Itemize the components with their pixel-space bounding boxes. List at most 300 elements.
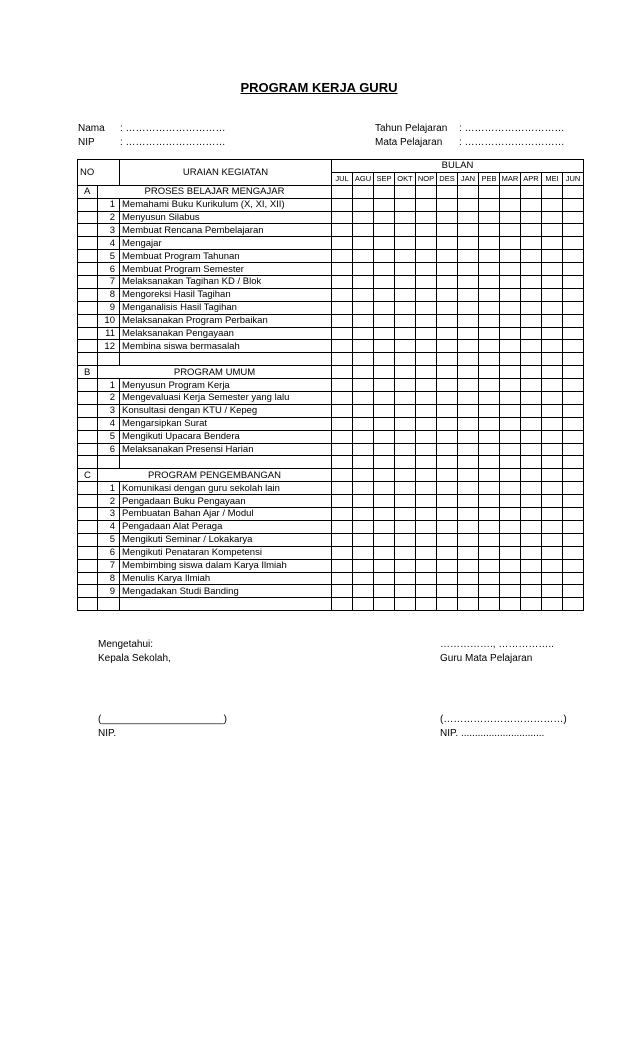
item-number: 5: [98, 430, 120, 443]
month-cell: [353, 417, 374, 430]
month-cell: [500, 314, 521, 327]
month-cell: [332, 327, 353, 340]
blank-cell: [78, 314, 98, 327]
month-cell: [332, 495, 353, 508]
month-cell: [353, 456, 374, 469]
month-header: JAN: [458, 172, 479, 185]
month-cell: [458, 533, 479, 546]
month-cell: [563, 533, 584, 546]
section-title: PROGRAM UMUM: [98, 366, 332, 379]
month-cell: [563, 598, 584, 611]
blank-cell: [78, 520, 98, 533]
header-row-tahun: [375, 122, 565, 136]
month-cell: [479, 185, 500, 198]
blank-cell: [120, 353, 332, 366]
month-cell: [416, 211, 437, 224]
month-cell: [416, 546, 437, 559]
month-cell: [416, 417, 437, 430]
section-row: [78, 185, 584, 198]
blank-cell: [98, 353, 120, 366]
month-cell: [458, 430, 479, 443]
month-cell: [374, 366, 395, 379]
month-cell: [332, 198, 353, 211]
month-header: MAR: [500, 172, 521, 185]
month-cell: [521, 237, 542, 250]
month-cell: [374, 443, 395, 456]
table-row: [78, 392, 584, 405]
month-cell: [458, 585, 479, 598]
month-cell: [458, 224, 479, 237]
month-cell: [542, 430, 563, 443]
item-number: 5: [98, 250, 120, 263]
month-cell: [395, 417, 416, 430]
month-cell: [521, 469, 542, 482]
month-cell: [458, 456, 479, 469]
month-cell: [437, 392, 458, 405]
month-cell: [563, 482, 584, 495]
section-letter: A: [78, 185, 98, 198]
month-cell: [563, 185, 584, 198]
month-cell: [500, 404, 521, 417]
month-cell: [332, 559, 353, 572]
month-cell: [437, 211, 458, 224]
table-row: [78, 224, 584, 237]
month-cell: [332, 482, 353, 495]
month-cell: [500, 211, 521, 224]
blank-cell: [78, 482, 98, 495]
table-row: [78, 314, 584, 327]
month-cell: [353, 392, 374, 405]
month-cell: [458, 198, 479, 211]
month-cell: [479, 430, 500, 443]
month-cell: [416, 224, 437, 237]
month-cell: [563, 276, 584, 289]
table-row: [78, 276, 584, 289]
blank-cell: [78, 495, 98, 508]
month-cell: [353, 327, 374, 340]
month-cell: [500, 520, 521, 533]
month-cell: [479, 469, 500, 482]
month-cell: [521, 598, 542, 611]
month-cell: [353, 224, 374, 237]
month-cell: [437, 301, 458, 314]
month-cell: [479, 392, 500, 405]
month-cell: [353, 211, 374, 224]
month-cell: [542, 598, 563, 611]
month-cell: [521, 327, 542, 340]
month-cell: [479, 495, 500, 508]
month-cell: [563, 559, 584, 572]
month-cell: [479, 301, 500, 314]
table-row: [78, 404, 584, 417]
month-cell: [374, 340, 395, 353]
month-cell: [416, 430, 437, 443]
item-number: 2: [98, 211, 120, 224]
month-cell: [458, 482, 479, 495]
month-cell: [500, 263, 521, 276]
month-cell: [353, 404, 374, 417]
month-cell: [563, 340, 584, 353]
month-cell: [374, 379, 395, 392]
spacer-row: [78, 353, 584, 366]
month-cell: [332, 353, 353, 366]
month-cell: [395, 263, 416, 276]
month-cell: [416, 314, 437, 327]
blank-cell: [78, 585, 98, 598]
blank-cell: [78, 456, 98, 469]
month-cell: [542, 185, 563, 198]
month-cell: [437, 508, 458, 521]
blank-cell: [78, 572, 98, 585]
month-cell: [395, 443, 416, 456]
month-cell: [353, 559, 374, 572]
month-header: APR: [521, 172, 542, 185]
month-cell: [479, 327, 500, 340]
month-cell: [563, 469, 584, 482]
table-row: [78, 572, 584, 585]
month-cell: [332, 533, 353, 546]
month-cell: [332, 404, 353, 417]
month-cell: [500, 340, 521, 353]
month-cell: [437, 430, 458, 443]
month-cell: [479, 404, 500, 417]
month-cell: [542, 263, 563, 276]
table-row: [78, 508, 584, 521]
header-value: : …………………………: [459, 137, 565, 148]
month-cell: [353, 263, 374, 276]
month-cell: [479, 353, 500, 366]
month-cell: [563, 353, 584, 366]
month-cell: [395, 211, 416, 224]
month-cell: [437, 404, 458, 417]
month-cell: [542, 482, 563, 495]
month-cell: [353, 585, 374, 598]
month-cell: [416, 495, 437, 508]
month-cell: [500, 546, 521, 559]
item-number: 7: [98, 559, 120, 572]
spacer-row: [78, 598, 584, 611]
month-cell: [374, 237, 395, 250]
month-cell: [542, 288, 563, 301]
sig-left-line2: Kepala Sekolah,: [98, 653, 171, 664]
table-header-row: [78, 160, 584, 173]
month-cell: [458, 443, 479, 456]
month-cell: [416, 353, 437, 366]
month-cell: [458, 508, 479, 521]
month-cell: [332, 546, 353, 559]
month-cell: [542, 533, 563, 546]
month-cell: [416, 366, 437, 379]
item-number: 6: [98, 443, 120, 456]
item-activity: Membuat Rencana Pembelajaran: [120, 224, 332, 237]
month-cell: [416, 559, 437, 572]
month-cell: [479, 572, 500, 585]
month-cell: [542, 379, 563, 392]
month-cell: [542, 327, 563, 340]
item-number: 12: [98, 340, 120, 353]
table-row: [78, 327, 584, 340]
month-cell: [500, 508, 521, 521]
item-number: 2: [98, 495, 120, 508]
month-cell: [332, 585, 353, 598]
month-cell: [542, 301, 563, 314]
month-cell: [332, 211, 353, 224]
sig-left-name: (______________________): [98, 714, 228, 725]
blank-cell: [78, 224, 98, 237]
month-cell: [458, 327, 479, 340]
month-cell: [479, 533, 500, 546]
month-cell: [563, 546, 584, 559]
month-cell: [500, 417, 521, 430]
month-cell: [521, 520, 542, 533]
month-cell: [458, 314, 479, 327]
month-cell: [332, 392, 353, 405]
blank-cell: [78, 559, 98, 572]
blank-cell: [78, 443, 98, 456]
header-left: [78, 122, 226, 150]
month-cell: [353, 288, 374, 301]
table-row: [78, 533, 584, 546]
month-cell: [563, 198, 584, 211]
month-cell: [542, 237, 563, 250]
month-cell: [374, 559, 395, 572]
month-cell: [374, 198, 395, 211]
month-cell: [353, 250, 374, 263]
item-number: 1: [98, 482, 120, 495]
item-activity: Mengikuti Seminar / Lokakarya: [120, 533, 332, 546]
month-cell: [563, 456, 584, 469]
month-cell: [437, 250, 458, 263]
month-cell: [395, 598, 416, 611]
header-row-nama: [78, 122, 226, 136]
blank-cell: [78, 237, 98, 250]
sig-right-line1: ……………., ……………..: [440, 639, 554, 650]
item-activity: Menyusun Program Kerja: [120, 379, 332, 392]
month-cell: [500, 198, 521, 211]
month-cell: [563, 314, 584, 327]
table-row: [78, 559, 584, 572]
month-header: SEP: [374, 172, 395, 185]
month-cell: [374, 276, 395, 289]
month-cell: [332, 456, 353, 469]
month-cell: [332, 379, 353, 392]
blank-cell: [78, 508, 98, 521]
month-cell: [500, 276, 521, 289]
table-row: [78, 379, 584, 392]
month-cell: [458, 495, 479, 508]
month-cell: [500, 327, 521, 340]
month-cell: [521, 185, 542, 198]
month-cell: [395, 327, 416, 340]
month-cell: [332, 250, 353, 263]
month-cell: [479, 520, 500, 533]
month-cell: [416, 327, 437, 340]
month-cell: [521, 301, 542, 314]
month-cell: [437, 237, 458, 250]
month-cell: [521, 443, 542, 456]
month-cell: [437, 224, 458, 237]
month-cell: [479, 546, 500, 559]
month-cell: [479, 314, 500, 327]
item-activity: Mengevaluasi Kerja Semester yang lalu: [120, 392, 332, 405]
month-cell: [458, 469, 479, 482]
month-cell: [521, 379, 542, 392]
month-cell: [437, 533, 458, 546]
item-number: 4: [98, 237, 120, 250]
month-cell: [521, 353, 542, 366]
month-cell: [521, 198, 542, 211]
month-cell: [563, 366, 584, 379]
item-number: 6: [98, 546, 120, 559]
month-cell: [542, 559, 563, 572]
month-cell: [395, 533, 416, 546]
item-activity: Mengikuti Penataran Kompetensi: [120, 546, 332, 559]
month-cell: [500, 430, 521, 443]
month-cell: [542, 508, 563, 521]
month-cell: [437, 314, 458, 327]
item-number: 1: [98, 379, 120, 392]
month-cell: [353, 379, 374, 392]
table-row: [78, 417, 584, 430]
month-cell: [458, 366, 479, 379]
month-cell: [395, 224, 416, 237]
table-row: [78, 340, 584, 353]
month-cell: [332, 288, 353, 301]
month-cell: [395, 482, 416, 495]
month-cell: [500, 559, 521, 572]
month-cell: [458, 276, 479, 289]
item-activity: Memahami Buku Kurikulum (X, XI, XII): [120, 198, 332, 211]
month-cell: [353, 520, 374, 533]
month-cell: [521, 559, 542, 572]
blank-cell: [78, 340, 98, 353]
month-cell: [500, 288, 521, 301]
col-uraian-header: URAIAN KEGIATAN: [120, 160, 332, 186]
month-cell: [563, 417, 584, 430]
item-number: 4: [98, 520, 120, 533]
month-cell: [521, 546, 542, 559]
month-cell: [437, 379, 458, 392]
blank-cell: [78, 379, 98, 392]
table-row: [78, 211, 584, 224]
month-cell: [395, 585, 416, 598]
month-cell: [353, 198, 374, 211]
month-cell: [332, 520, 353, 533]
month-cell: [353, 508, 374, 521]
month-cell: [563, 237, 584, 250]
month-cell: [332, 366, 353, 379]
month-cell: [353, 366, 374, 379]
month-cell: [479, 456, 500, 469]
month-cell: [374, 353, 395, 366]
month-cell: [416, 198, 437, 211]
month-cell: [374, 533, 395, 546]
blank-cell: [78, 211, 98, 224]
month-cell: [458, 340, 479, 353]
item-number: 9: [98, 301, 120, 314]
month-cell: [458, 211, 479, 224]
item-activity: Membina siswa bermasalah: [120, 340, 332, 353]
month-cell: [395, 456, 416, 469]
month-cell: [437, 598, 458, 611]
month-cell: [542, 392, 563, 405]
month-cell: [416, 533, 437, 546]
item-activity: Melaksanakan Program Perbaikan: [120, 314, 332, 327]
month-cell: [395, 250, 416, 263]
table-row: [78, 288, 584, 301]
month-cell: [332, 185, 353, 198]
month-cell: [332, 314, 353, 327]
blank-cell: [78, 198, 98, 211]
month-cell: [479, 276, 500, 289]
month-cell: [353, 237, 374, 250]
item-number: 5: [98, 533, 120, 546]
sig-right-line2: Guru Mata Pelajaran: [440, 653, 533, 664]
month-cell: [353, 469, 374, 482]
month-cell: [395, 276, 416, 289]
month-cell: [374, 301, 395, 314]
month-cell: [416, 237, 437, 250]
month-cell: [500, 392, 521, 405]
month-cell: [500, 572, 521, 585]
month-cell: [353, 482, 374, 495]
month-cell: [500, 495, 521, 508]
month-cell: [395, 469, 416, 482]
month-cell: [437, 353, 458, 366]
month-cell: [353, 430, 374, 443]
month-cell: [563, 301, 584, 314]
month-cell: [395, 340, 416, 353]
month-cell: [374, 404, 395, 417]
item-activity: Mengarsipkan Surat: [120, 417, 332, 430]
month-cell: [416, 508, 437, 521]
spacer-row: [78, 456, 584, 469]
month-cell: [542, 546, 563, 559]
month-cell: [542, 469, 563, 482]
month-cell: [458, 237, 479, 250]
month-cell: [500, 353, 521, 366]
month-cell: [416, 185, 437, 198]
signature-right: [440, 638, 554, 666]
month-cell: [395, 508, 416, 521]
item-number: 4: [98, 417, 120, 430]
month-cell: [521, 572, 542, 585]
month-cell: [437, 417, 458, 430]
month-cell: [374, 250, 395, 263]
month-cell: [437, 572, 458, 585]
month-cell: [332, 340, 353, 353]
signature-left: [98, 638, 171, 666]
month-cell: [395, 404, 416, 417]
month-cell: [458, 572, 479, 585]
month-cell: [521, 250, 542, 263]
table-row: [78, 585, 584, 598]
month-cell: [521, 404, 542, 417]
month-cell: [479, 263, 500, 276]
month-cell: [332, 237, 353, 250]
item-number: 7: [98, 276, 120, 289]
month-header: OKT: [395, 172, 416, 185]
month-cell: [563, 224, 584, 237]
item-activity: Mengajar: [120, 237, 332, 250]
month-cell: [395, 198, 416, 211]
section-row: [78, 469, 584, 482]
item-number: 1: [98, 198, 120, 211]
section-letter: B: [78, 366, 98, 379]
month-cell: [500, 456, 521, 469]
month-cell: [479, 482, 500, 495]
item-number: 10: [98, 314, 120, 327]
